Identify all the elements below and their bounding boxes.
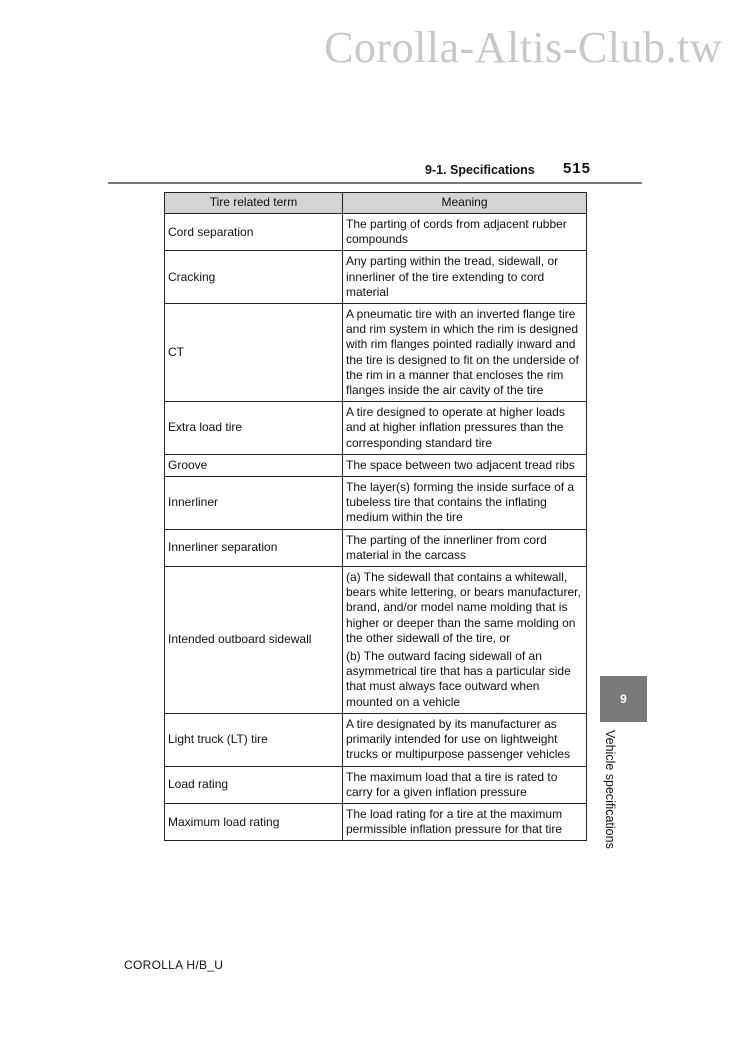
table-row bbox=[165, 567, 587, 714]
meaning-paragraph: Any parting within the tread, sidewall, or innerliner of the tire extending to cord material bbox=[346, 254, 559, 299]
meaning-paragraph: The load rating for a tire at the maximum permissible inflation pressure for that tire bbox=[346, 806, 563, 837]
term-cell: Groove bbox=[165, 454, 343, 476]
header-divider bbox=[108, 182, 642, 184]
term-cell: CT bbox=[165, 304, 343, 402]
table-row bbox=[165, 214, 587, 251]
chapter-tab bbox=[600, 676, 647, 722]
term-cell: Extra load tire bbox=[165, 402, 343, 455]
footer-model: COROLLA H/B_U bbox=[124, 958, 224, 972]
meaning-paragraph: (b) The outward facing sidewall of an asymmetrical tire that has a particular side that must always face outward when mounted on a vehicle bbox=[346, 649, 571, 709]
table-row bbox=[165, 713, 587, 766]
term-cell: Load rating bbox=[165, 766, 343, 803]
meaning-cell bbox=[343, 803, 587, 840]
column-header-term: Tire related term bbox=[165, 193, 343, 214]
table-row bbox=[165, 304, 587, 402]
term-cell: Innerliner separation bbox=[165, 529, 343, 566]
term-cell: Light truck (LT) tire bbox=[165, 713, 343, 766]
meaning-cell bbox=[343, 214, 587, 251]
table-row bbox=[165, 766, 587, 803]
page-number: 515 bbox=[563, 160, 592, 177]
table-row bbox=[165, 402, 587, 455]
meaning-paragraph: A pneumatic tire with an inverted flange tire and rim system in which the rim is designed with rim flanges pointed radially inward and the tire is designed to fit on the underside of the rim in a manner that encloses the rim flanges inside the air cavity of the tire bbox=[346, 307, 579, 398]
meaning-cell bbox=[343, 529, 587, 566]
meaning-paragraph: A tire designed to operate at higher loads and at higher inflation pressures than the corresponding standard tire bbox=[346, 405, 565, 450]
table-header-row bbox=[165, 193, 587, 214]
meaning-cell bbox=[343, 713, 587, 766]
meaning-cell bbox=[343, 766, 587, 803]
table-row bbox=[165, 477, 587, 530]
column-header-meaning: Meaning bbox=[343, 193, 587, 214]
chapter-tab-number: 9 bbox=[620, 692, 627, 706]
meaning-paragraph: The layer(s) forming the inside surface of a tubeless tire that contains the inflating medium within the tire bbox=[346, 480, 575, 525]
watermark: Corolla-Altis-Club.tw bbox=[324, 23, 722, 72]
meaning-paragraph: (a) The sidewall that contains a whitewall, bears white lettering, or bears manufacturer, brand, and/or model name molding that is higher or deeper than the same molding on the other sidewall of the tire, or bbox=[346, 570, 581, 645]
meaning-cell bbox=[343, 477, 587, 530]
meaning-cell bbox=[343, 402, 587, 455]
term-cell: Intended outboard sidewall bbox=[165, 567, 343, 714]
section-title: 9-1. Specifications bbox=[425, 163, 535, 177]
table-row bbox=[165, 803, 587, 840]
meaning-cell bbox=[343, 454, 587, 476]
meaning-paragraph: The parting of the innerliner from cord material in the carcass bbox=[346, 532, 547, 562]
meaning-paragraph: The space between two adjacent tread ribs bbox=[346, 457, 575, 472]
meaning-paragraph: The parting of cords from adjacent rubber compounds bbox=[346, 217, 567, 247]
table-body bbox=[165, 214, 587, 841]
meaning-cell bbox=[343, 304, 587, 402]
meaning-cell bbox=[343, 567, 587, 714]
tire-terms-table bbox=[164, 192, 587, 841]
table-row bbox=[165, 251, 587, 304]
term-cell: Maximum load rating bbox=[165, 803, 343, 840]
chapter-tab-label: Vehicle specifications bbox=[603, 730, 617, 849]
term-cell: Cracking bbox=[165, 251, 343, 304]
table-row bbox=[165, 454, 587, 476]
meaning-paragraph: A tire designated by its manufacturer as primarily intended for use on lightweight trucks or multipurpose passenger vehicles bbox=[346, 716, 571, 762]
term-cell: Cord separation bbox=[165, 214, 343, 251]
table-row bbox=[165, 529, 587, 566]
meaning-cell bbox=[343, 251, 587, 304]
meaning-paragraph: The maximum load that a tire is rated to carry for a given inflation pressure bbox=[346, 769, 558, 799]
term-cell: Innerliner bbox=[165, 477, 343, 530]
